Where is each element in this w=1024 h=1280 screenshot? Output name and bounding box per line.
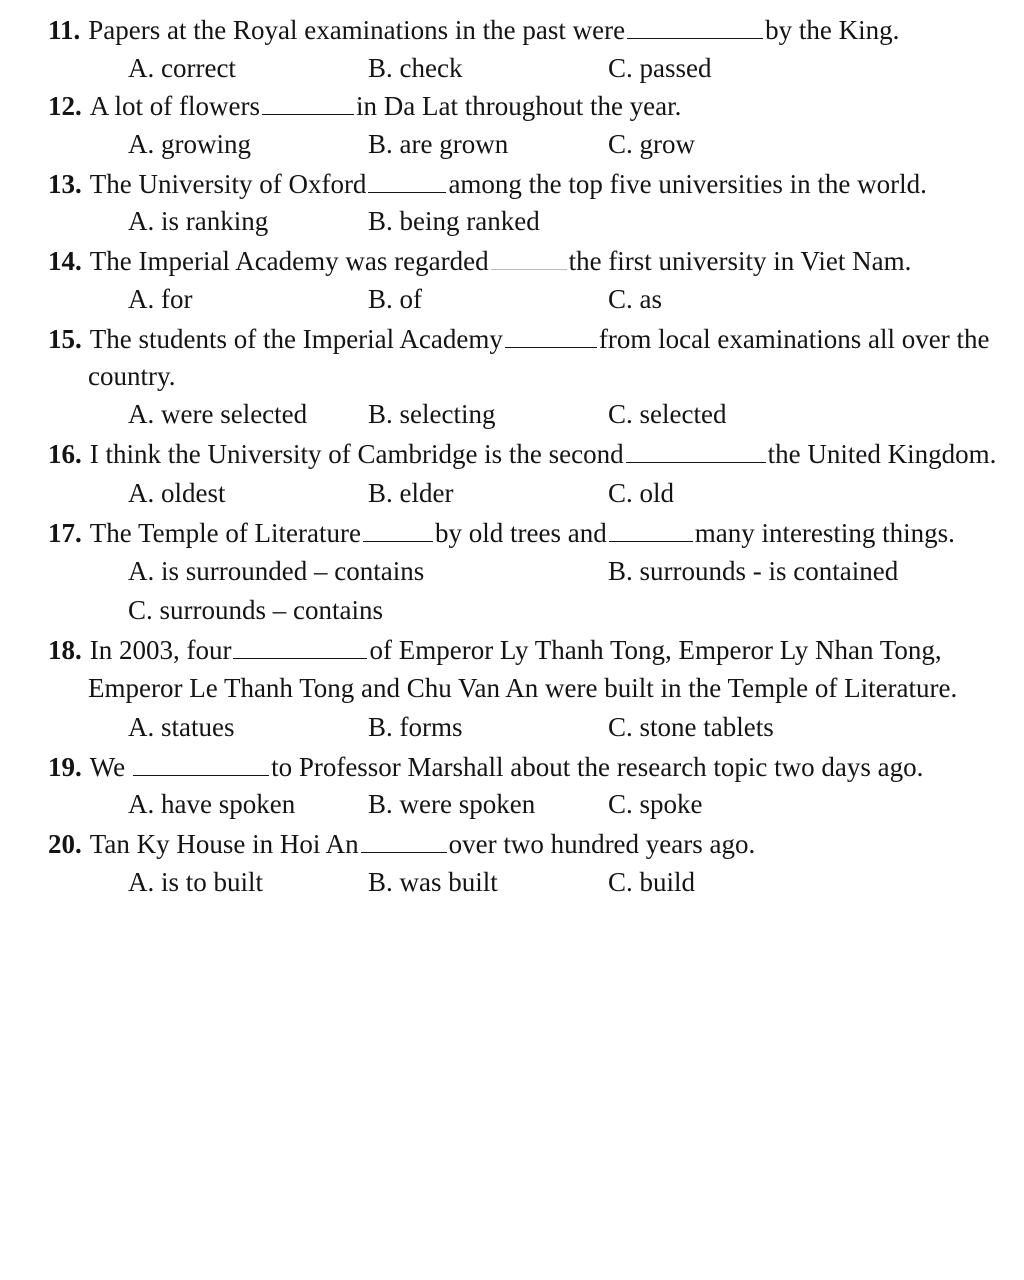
option-c: C. build [608, 867, 696, 897]
question-text: The Temple of Literature [89, 518, 361, 548]
option-b: B. being ranked [368, 206, 540, 236]
option-b: B. check [368, 53, 463, 83]
option-c: C. passed [608, 53, 712, 83]
option-b: B. selecting [368, 399, 496, 429]
option-b: B. elder [368, 478, 454, 508]
answer-blank [491, 247, 567, 270]
question-17 [48, 517, 955, 549]
option-a: A. for [128, 284, 193, 314]
question-16 [48, 438, 996, 470]
question-text: Papers at the Royal examinations in the past were [88, 15, 626, 45]
question-number: 12. [48, 91, 82, 121]
question-text: in Da Lat throughout the year. [355, 91, 682, 121]
answer-blank [368, 170, 446, 193]
question-text-continuation: Emperor Le Thanh Tong and Chu Van An were built in the Temple of Literature. [88, 673, 958, 703]
question-number: 16. [48, 439, 82, 469]
option-a: A. is ranking [128, 206, 269, 236]
question-11 [48, 14, 899, 46]
question-number: 17. [48, 518, 82, 548]
question-19 [48, 751, 923, 783]
question-text: of Emperor Ly Thanh Tong, Emperor Ly Nhan Tong, [369, 635, 942, 665]
question-text: A lot of flowers [89, 91, 260, 121]
answer-blank [361, 830, 447, 853]
option-c: C. stone tablets [608, 712, 774, 742]
option-b: B. are grown [368, 129, 509, 159]
option-a: A. is to built [128, 867, 264, 897]
option-b: B. were spoken [368, 789, 536, 819]
question-number: 11. [48, 15, 81, 45]
option-b: B. of [368, 284, 422, 314]
option-b: B. was built [368, 867, 498, 897]
answer-blank [609, 519, 693, 542]
question-text: by the King. [765, 15, 900, 45]
question-18 [48, 634, 942, 666]
option-a: A. statues [128, 712, 235, 742]
option-b: B. surrounds - is contained [608, 556, 899, 586]
answer-blank [505, 325, 597, 348]
option-b: B. forms [368, 712, 463, 742]
option-a: A. were selected [128, 399, 308, 429]
question-text: We [89, 752, 126, 782]
question-number: 15. [48, 324, 82, 354]
question-15 [48, 323, 990, 355]
option-c: C. selected [608, 399, 727, 429]
question-text: The Imperial Academy was regarded [89, 246, 489, 276]
question-text: by old trees and [435, 518, 607, 548]
question-text: In 2003, four [89, 635, 232, 665]
question-text: The University of Oxford [89, 169, 367, 199]
question-20 [48, 828, 755, 860]
question-text: I think the University of Cambridge is the second [89, 439, 624, 469]
option-a: A. is surrounded – contains [128, 556, 425, 586]
option-a: A. correct [128, 53, 236, 83]
option-c: C. spoke [608, 789, 703, 819]
question-text: from local examinations all over the [598, 324, 990, 354]
question-number: 13. [48, 169, 82, 199]
question-14 [48, 245, 911, 277]
option-c: C. surrounds – contains [128, 595, 383, 625]
option-a: A. have spoken [128, 789, 296, 819]
answer-blank [363, 519, 433, 542]
question-number: 18. [48, 635, 82, 665]
question-text: over two hundred years ago. [448, 829, 756, 859]
answer-blank [626, 440, 766, 463]
option-c: C. old [608, 478, 675, 508]
question-13 [48, 168, 927, 200]
option-a: A. oldest [128, 478, 226, 508]
question-text: many interesting things. [694, 518, 955, 548]
question-text-continuation: country. [88, 361, 176, 391]
question-text: the United Kingdom. [767, 439, 997, 469]
question-number: 20. [48, 829, 82, 859]
answer-blank [627, 16, 763, 39]
question-text: to Professor Marshall about the research topic two days ago. [271, 752, 924, 782]
option-c: C. as [608, 284, 662, 314]
option-c: C. grow [608, 129, 695, 159]
question-text: Tan Ky House in Hoi An [89, 829, 359, 859]
answer-blank [233, 636, 367, 659]
question-number: 19. [48, 752, 82, 782]
question-12 [48, 90, 681, 122]
question-text: the first university in Viet Nam. [568, 246, 912, 276]
question-text: among the top five universities in the world. [448, 169, 927, 199]
answer-blank [262, 92, 354, 115]
question-number: 14. [48, 246, 82, 276]
option-a: A. growing [128, 129, 251, 159]
answer-blank [133, 753, 269, 776]
question-text: The students of the Imperial Academy [89, 324, 503, 354]
